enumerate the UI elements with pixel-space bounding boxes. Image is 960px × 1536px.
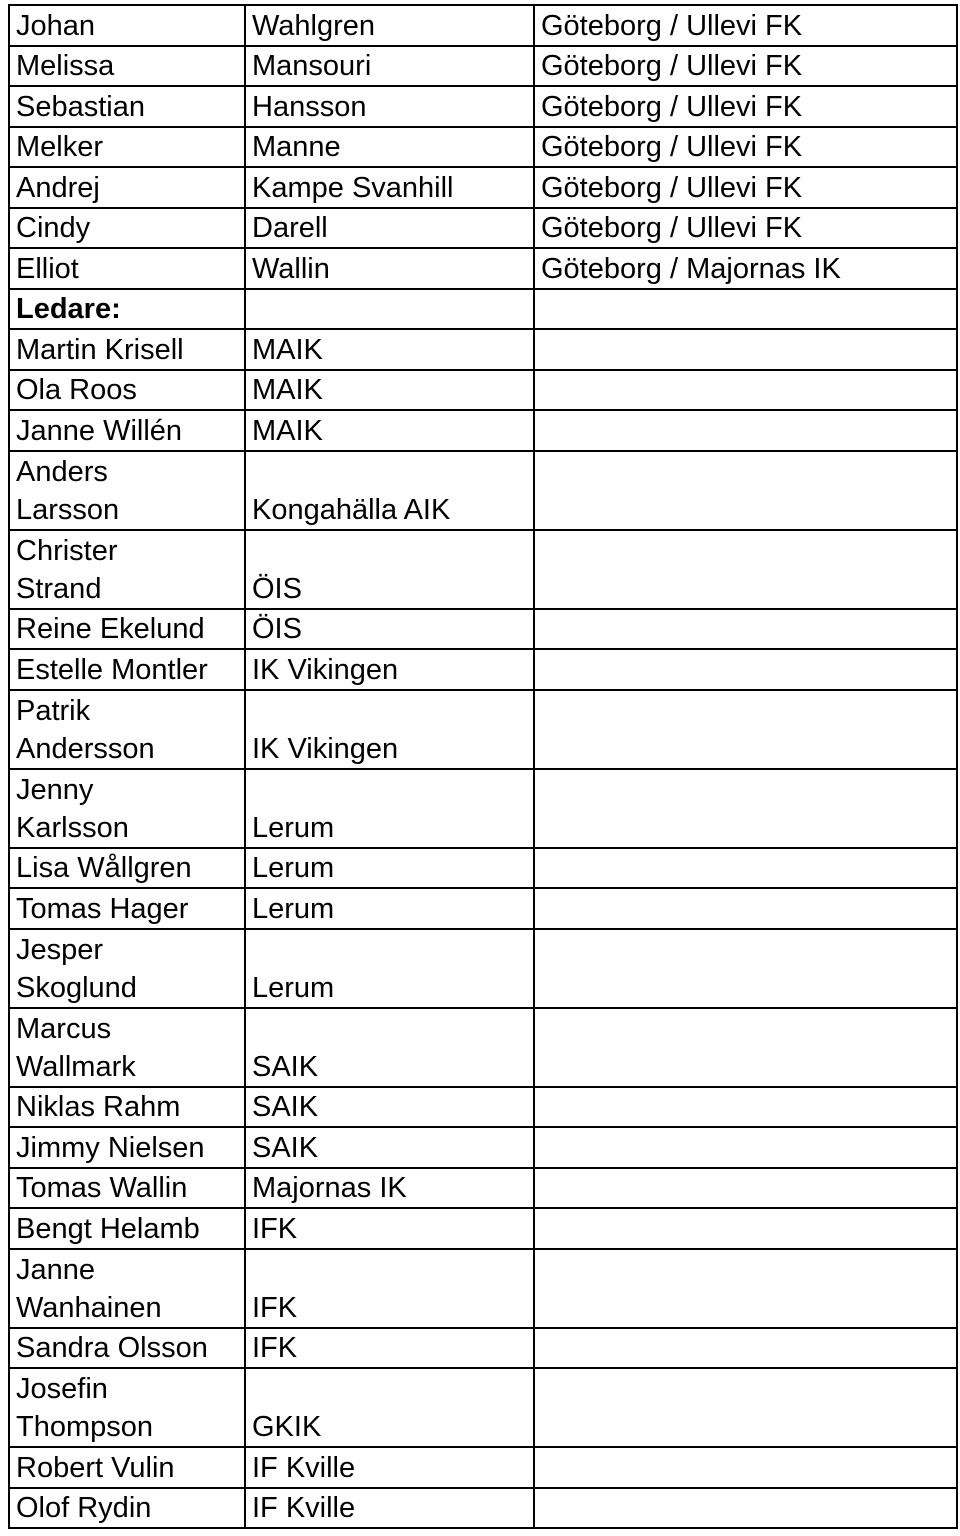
leader-club: MAIK <box>245 410 534 451</box>
leader-club: IK Vikingen <box>245 649 534 690</box>
leader-club: ÖIS <box>245 530 534 609</box>
leader-club: MAIK <box>245 370 534 411</box>
leader-name-line1: Niklas Rahm <box>16 1091 181 1123</box>
leader-name-line1: Jesper <box>16 933 104 966</box>
leader-name <box>9 1447 245 1488</box>
leader-row <box>9 888 957 929</box>
leader-name <box>9 1127 245 1168</box>
leader-name <box>9 848 245 889</box>
leader-name-line1: Marcus <box>16 1012 112 1045</box>
player-first-name: Elliot <box>9 248 245 289</box>
empty-cell <box>534 1328 957 1369</box>
empty-cell <box>534 370 957 411</box>
leader-row <box>9 1368 957 1447</box>
leader-name <box>9 1249 245 1328</box>
leader-name <box>9 1168 245 1209</box>
leaders-heading-row <box>9 289 957 330</box>
empty-cell <box>534 1208 957 1249</box>
leader-row <box>9 329 957 370</box>
leader-name-line1: Lisa Wållgren <box>16 852 192 884</box>
leader-name <box>9 410 245 451</box>
leader-club: SAIK <box>245 1087 534 1128</box>
player-club: Göteborg / Ullevi FK <box>534 127 957 168</box>
empty-cell <box>534 530 957 609</box>
player-last-name: Hansson <box>245 86 534 127</box>
empty-cell <box>534 1127 957 1168</box>
leader-club: IK Vikingen <box>245 690 534 769</box>
player-club: Göteborg / Majornas IK <box>534 248 957 289</box>
roster-table <box>8 4 958 1529</box>
leader-row <box>9 769 957 848</box>
player-first-name: Andrej <box>9 167 245 208</box>
player-last-name: Wahlgren <box>245 5 534 46</box>
leaders-heading: Ledare: <box>9 289 245 330</box>
roster-table-body <box>9 5 957 1528</box>
empty-cell <box>534 769 957 848</box>
leader-name-line1: Sandra Olsson <box>16 1332 208 1364</box>
empty-cell <box>534 609 957 650</box>
leader-name <box>9 370 245 411</box>
leader-club: IFK <box>245 1249 534 1328</box>
player-row <box>9 167 957 208</box>
leader-name-line1: Janne Willén <box>16 414 183 447</box>
leader-name-line1: Olof Rydin <box>16 1492 152 1524</box>
leader-row <box>9 410 957 451</box>
leader-name-line1: Patrik <box>16 694 91 727</box>
leader-name-line1: Christer <box>16 534 118 567</box>
leader-name <box>9 888 245 929</box>
leader-club: Majornas IK <box>245 1168 534 1209</box>
empty-cell <box>534 1488 957 1529</box>
player-row <box>9 248 957 289</box>
leader-row <box>9 1127 957 1168</box>
leader-name <box>9 530 245 609</box>
player-club: Göteborg / Ullevi FK <box>534 208 957 249</box>
leader-row <box>9 1168 957 1209</box>
leader-name-line2: Karlsson <box>16 811 129 844</box>
empty-cell <box>534 888 957 929</box>
leader-club: Lerum <box>245 929 534 1008</box>
empty-cell <box>534 649 957 690</box>
leader-name <box>9 451 245 530</box>
leader-row <box>9 1008 957 1087</box>
player-club: Göteborg / Ullevi FK <box>534 46 957 87</box>
player-first-name: Melker <box>9 127 245 168</box>
player-last-name: Kampe Svanhill <box>245 167 534 208</box>
leader-row <box>9 690 957 769</box>
leader-row <box>9 1087 957 1128</box>
empty-cell <box>534 1368 957 1447</box>
leader-name-line1: Josefin <box>16 1373 108 1405</box>
leader-row <box>9 370 957 411</box>
leader-name <box>9 1208 245 1249</box>
leader-name <box>9 609 245 650</box>
leader-name <box>9 769 245 848</box>
leader-club: SAIK <box>245 1127 534 1168</box>
player-club: Göteborg / Ullevi FK <box>534 86 957 127</box>
player-first-name: Sebastian <box>9 86 245 127</box>
player-row <box>9 127 957 168</box>
leader-name <box>9 1008 245 1087</box>
leader-club: MAIK <box>245 329 534 370</box>
empty-cell <box>534 289 957 330</box>
empty-cell <box>245 289 534 330</box>
leader-name-line1: Reine Ekelund <box>16 613 205 645</box>
empty-cell <box>534 848 957 889</box>
leader-club: IF Kville <box>245 1447 534 1488</box>
player-club: Göteborg / Ullevi FK <box>534 5 957 46</box>
empty-cell <box>534 451 957 530</box>
leader-club: Kongahälla AIK <box>245 451 534 530</box>
leader-name <box>9 1328 245 1369</box>
leader-name-line1: Janne <box>16 1253 96 1286</box>
leader-row <box>9 848 957 889</box>
leader-name-line2: Thompson <box>16 1411 154 1443</box>
leader-name <box>9 929 245 1008</box>
leader-club: Lerum <box>245 888 534 929</box>
empty-cell <box>534 1087 957 1128</box>
empty-cell <box>534 929 957 1008</box>
leader-row <box>9 929 957 1008</box>
empty-cell <box>534 1249 957 1328</box>
leader-club: IFK <box>245 1328 534 1369</box>
leader-row <box>9 451 957 530</box>
player-row <box>9 5 957 46</box>
leader-row <box>9 530 957 609</box>
empty-cell <box>534 410 957 451</box>
leader-name-line2: Larsson <box>16 493 120 526</box>
player-first-name: Johan <box>9 5 245 46</box>
player-first-name: Melissa <box>9 46 245 87</box>
empty-cell <box>534 690 957 769</box>
leader-name-line1: Estelle Montler <box>16 653 208 686</box>
leader-name <box>9 1368 245 1447</box>
leader-name-line1: Ola Roos <box>16 374 137 406</box>
player-last-name: Manne <box>245 127 534 168</box>
leader-name <box>9 1488 245 1529</box>
leader-name-line2: Andersson <box>16 732 155 765</box>
leader-club: IFK <box>245 1208 534 1249</box>
empty-cell <box>534 329 957 370</box>
leader-name <box>9 649 245 690</box>
leader-name-line1: Jimmy Nielsen <box>16 1131 205 1164</box>
leader-row <box>9 1208 957 1249</box>
leader-name-line1: Jenny <box>16 773 94 806</box>
leader-name-line2: Skoglund <box>16 971 137 1004</box>
leader-name-line1: Bengt Helamb <box>16 1212 200 1245</box>
leader-club: SAIK <box>245 1008 534 1087</box>
player-row <box>9 46 957 87</box>
leader-name-line1: Robert Vulin <box>16 1451 175 1484</box>
leader-row <box>9 1249 957 1328</box>
leader-name-line1: Tomas Wallin <box>16 1172 188 1204</box>
player-row <box>9 208 957 249</box>
leader-name <box>9 1087 245 1128</box>
leader-name <box>9 690 245 769</box>
leader-name <box>9 329 245 370</box>
leader-row <box>9 649 957 690</box>
leader-name-line2: Wanhainen <box>16 1291 162 1324</box>
leader-club: ÖIS <box>245 609 534 650</box>
player-last-name: Darell <box>245 208 534 249</box>
leader-name-line1: Tomas Hager <box>16 892 189 925</box>
player-last-name: Mansouri <box>245 46 534 87</box>
player-first-name: Cindy <box>9 208 245 249</box>
leader-name-line2: Wallmark <box>16 1050 136 1083</box>
leader-name-line1: Anders <box>16 455 108 488</box>
empty-cell <box>534 1168 957 1209</box>
leader-club: Lerum <box>245 769 534 848</box>
leader-row <box>9 1488 957 1529</box>
player-row <box>9 86 957 127</box>
leader-club: IF Kville <box>245 1488 534 1529</box>
leader-name-line1: Martin Krisell <box>16 333 184 366</box>
leader-club: GKIK <box>245 1368 534 1447</box>
leader-name-line2: Strand <box>16 572 102 605</box>
empty-cell <box>534 1447 957 1488</box>
leader-row <box>9 1447 957 1488</box>
player-club: Göteborg / Ullevi FK <box>534 167 957 208</box>
leader-club: Lerum <box>245 848 534 889</box>
player-last-name: Wallin <box>245 248 534 289</box>
leader-row <box>9 609 957 650</box>
empty-cell <box>534 1008 957 1087</box>
leader-row <box>9 1328 957 1369</box>
